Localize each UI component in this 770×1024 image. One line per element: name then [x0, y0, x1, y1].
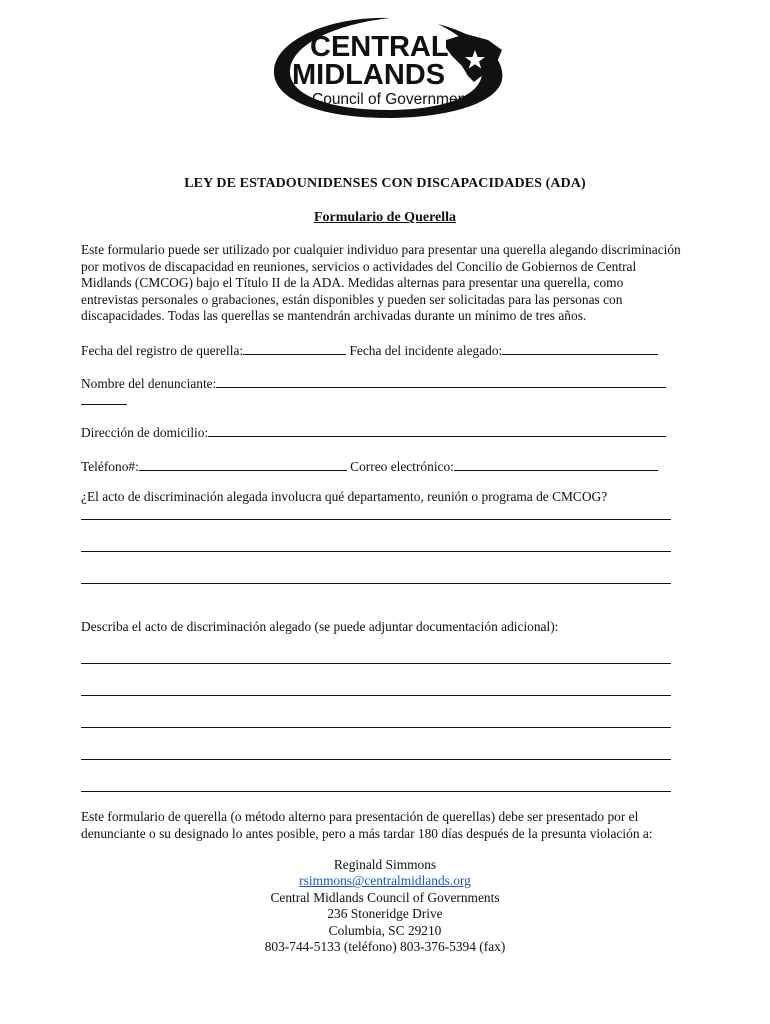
- complainant-name-field-continuation[interactable]: [81, 404, 127, 405]
- address-label: Dirección de domicilio:: [81, 425, 209, 440]
- name-row: [81, 375, 666, 392]
- document-title: LEY DE ESTADOUNIDENSES CON DISCAPACIDADES (ADA): [184, 176, 586, 191]
- deadline-paragraph: Este formulario de querella (o método alterno para presentación de querellas) debe ser presentado por el denunciante o su designado lo antes posible, pero a más tardar 180 días después de la presunta violación a:: [81, 809, 653, 841]
- email-label: Correo electrónico:: [350, 459, 454, 474]
- department-question: ¿El acto de discriminación alegada involucra qué departamento, reunión o programa de CMCOG?: [81, 489, 608, 504]
- department-answer-line-3[interactable]: [81, 583, 671, 584]
- incident-date-field[interactable]: [502, 342, 658, 355]
- department-answer-line-1[interactable]: [81, 519, 671, 520]
- registration-date-field[interactable]: [243, 342, 346, 355]
- phone-label: Teléfono#:: [81, 459, 139, 474]
- logo-line-midlands: MIDLANDS: [292, 59, 446, 91]
- cmcog-logo: [270, 10, 510, 122]
- dates-row: [81, 342, 658, 359]
- describe-answer-line-5[interactable]: [81, 791, 671, 792]
- complainant-name-field[interactable]: [216, 375, 666, 388]
- department-answer-line-2[interactable]: [81, 551, 671, 552]
- contact-city: Columbia, SC 29210: [328, 922, 442, 938]
- contact-organization: Central Midlands Council of Governments: [270, 889, 500, 905]
- contact-street: 236 Stoneridge Drive: [327, 906, 443, 922]
- contact-name: Reginald Simmons: [333, 857, 437, 872]
- describe-answer-line-1[interactable]: [81, 663, 671, 664]
- contact-phones: 803-744-5133 (teléfono) 803-376-5394 (fax): [264, 939, 506, 955]
- incident-date-label: Fecha del incidente alegado:: [349, 343, 503, 358]
- describe-question: Describa el acto de discriminación alegado (se puede adjuntar documentación adicional):: [81, 619, 559, 634]
- describe-answer-line-3[interactable]: [81, 727, 671, 728]
- phone-field[interactable]: [139, 458, 347, 471]
- document-subtitle: Formulario de Querella: [313, 210, 457, 225]
- email-field[interactable]: [454, 458, 658, 471]
- contact-email-link[interactable]: rsimmons@centralmidlands.org: [299, 873, 471, 889]
- contact-block: [0, 857, 770, 955]
- cmcog-logo-graphic: [270, 10, 510, 122]
- logo-line-central: CENTRAL: [310, 31, 449, 63]
- describe-answer-line-2[interactable]: [81, 695, 671, 696]
- intro-paragraph: Este formulario puede ser utilizado por cualquier individuo para presentar una querella alegando discriminación por motivos de discapacidad en reuniones, servicios o actividades del Concilio de Gobiernos de Central Midlands (CMCOG) bajo el Título II de la ADA. Medidas alternas para presentar una querella, como entrevistas personales o grabaciones, están disponibles y pueden ser solicitadas para las personas con discapacidades. Todas las querellas se mantendrán archivadas durante un mínimo de tres años.: [81, 242, 681, 324]
- describe-answer-line-4[interactable]: [81, 759, 671, 760]
- complainant-name-label: Nombre del denunciante:: [81, 376, 217, 391]
- registration-date-label: Fecha del registro de querella:: [81, 343, 244, 358]
- address-row: [81, 424, 666, 441]
- address-field[interactable]: [208, 424, 666, 437]
- phone-email-row: [81, 458, 658, 475]
- logo-line-council: Council of Governments: [312, 91, 479, 108]
